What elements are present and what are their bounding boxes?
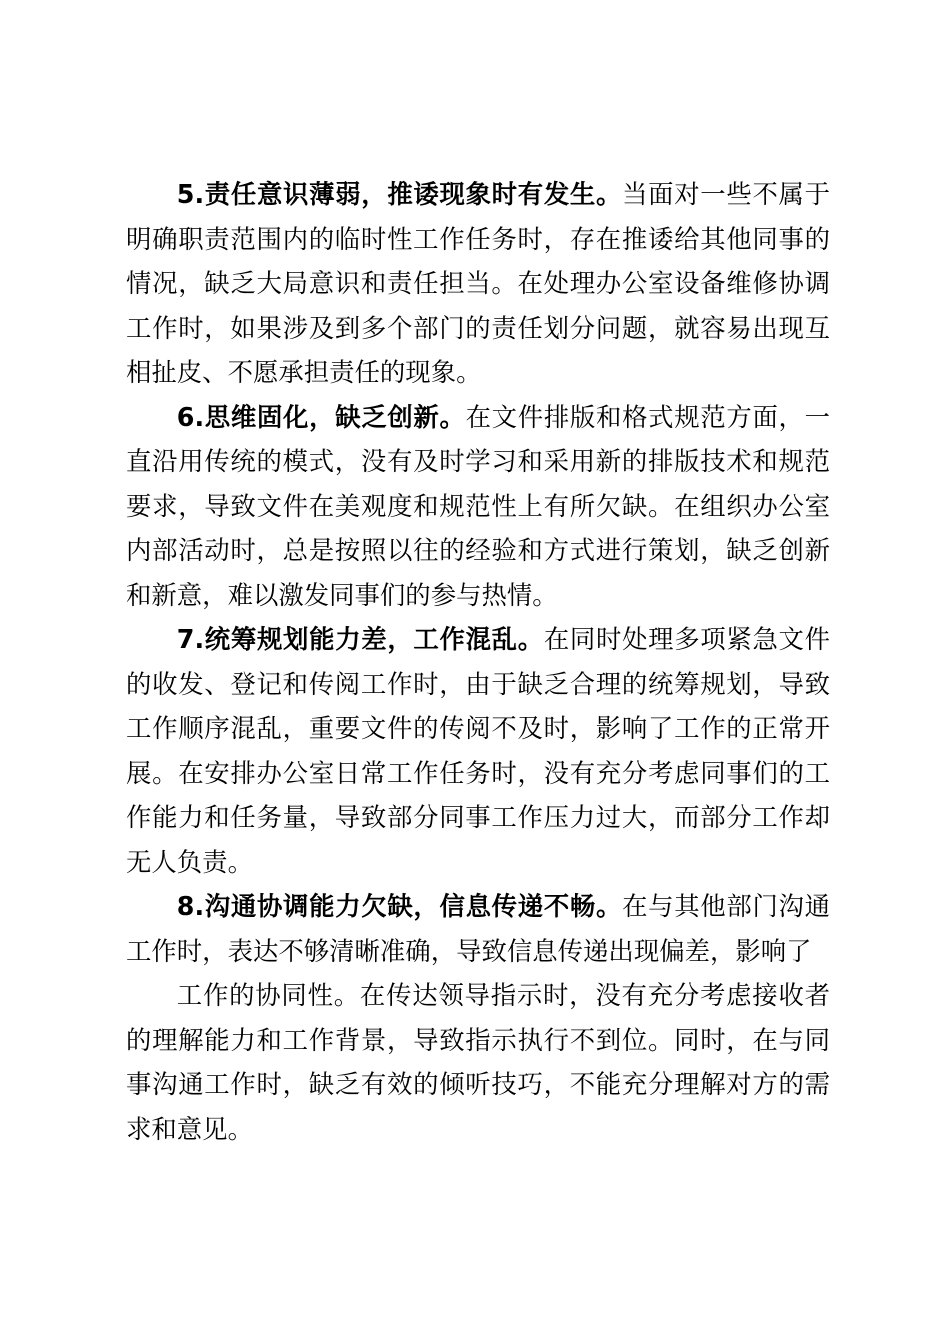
document-page	[126, 172, 830, 1151]
paragraph-6	[126, 395, 830, 618]
paragraph-5-heading: 5.责任意识薄弱，推诿现象时有发生。	[176, 179, 623, 209]
paragraph-5-body: 当面对一些不属于明确职责范围内的临时性工作任务时，存在推诿给其他同事的情况，缺乏大局意识和责任担当。在处理办公室设备维修协调工作时，如果涉及到多个部门的责任划分问题，就容易出现互相扯皮、不愿承担责任的现象。	[126, 179, 831, 387]
paragraph-7-body: 在同时处理多项紧急文件的收发、登记和传阅工作时，由于缺乏合理的统筹规划，导致工作顺序混乱，重要文件的传阅不及时，影响了工作的正常开展。在安排办公室日常工作任务时，没有充分考虑同事们的工作能力和任务量，导致部分同事工作压力过大，而部分工作却无人负责。	[126, 624, 831, 877]
paragraph-7-heading: 7.统筹规划能力差，工作混乱。	[176, 624, 544, 654]
paragraph-6-heading: 6.思维固化，缺乏创新。	[176, 401, 466, 432]
paragraph-5	[126, 172, 830, 395]
paragraph-6-body: 在文件排版和格式规范方面，一直沿用传统的模式，没有及时学习和采用新的排版技术和规范要求，导致文件在美观度和规范性上有所欠缺。在组织办公室内部活动时，总是按照以往的经验和方式进行策划，缺乏创新和新意，难以激发同事们的参与热情。	[126, 401, 831, 610]
paragraph-8-body: 在与其他部门沟通工作时，表达不够清晰准确，导致信息传递出现偏差，影响了	[126, 891, 831, 966]
paragraph-8-continued	[126, 973, 830, 1151]
paragraph-8	[126, 884, 830, 973]
paragraph-8-heading: 8.沟通协调能力欠缺，信息传递不畅。	[176, 891, 623, 921]
paragraph-7	[126, 617, 830, 884]
paragraph-8-continued-body: 工作的协同性。在传达领导指示时，没有充分考虑接收者的理解能力和工作背景，导致指示执行不到位。同时，在与同事沟通工作时，缺乏有效的倾听技巧，不能充分理解对方的需求和意见。	[126, 980, 830, 1144]
